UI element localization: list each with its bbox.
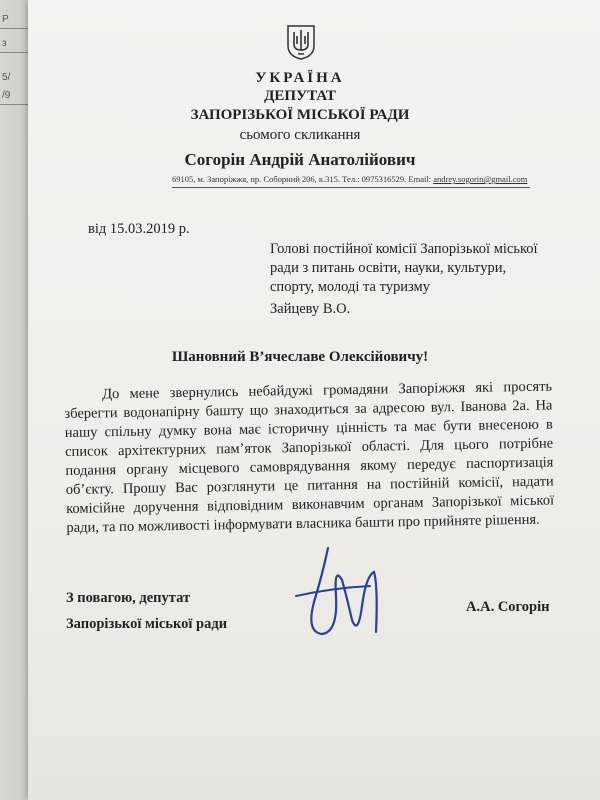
signer-name: А.А. Согорін [466, 599, 550, 615]
letter-date: від 15.03.2019 р. [88, 221, 190, 237]
closing-line-2: Запорізької міської ради [66, 616, 228, 632]
recipient-name: Зайцеву В.О. [270, 301, 351, 317]
closing-block [66, 585, 227, 637]
sheet-mark: Р [2, 14, 9, 25]
contact-line [172, 174, 530, 188]
sheet-mark: з [2, 38, 7, 49]
contact-details: 69105, м. Запоріжжя, пр. Соборний 206, к.315. Тел.: 0975316529. Email: [172, 174, 434, 184]
closing-line-1: З повагою, депутат [66, 590, 191, 606]
letter-body: До мене звернулись небайдужі громадяни Запоріжжя які просять зберегти водонапірну башту що знаходиться за адресою вул. Іванова 2а. На нашу спільну думку вона має історичну цінність та має бути внесеною в список архітектурних пам’яток Запорізької області. Для цього потрібне подання органу місцевого самоврядування якому передує паспортизація об’єкту. Прошу Вас розглянути це питання на постійній комісії, надати комісійне доручення відповідним виконавчим органам Запорізької міської ради, та по можливості інформувати власника башти про прийняте рішення. [64, 378, 555, 536]
header-role: ДЕПУТАТ [264, 88, 336, 104]
deputy-name: Согорін Андрій Анатолійович [184, 150, 416, 169]
sheet-mark: 5/ [2, 72, 11, 83]
sheet-mark: /9 [2, 90, 11, 101]
salutation: Шановний В’ячеславе Олексійовичу! [171, 349, 429, 365]
addressee-block: Голові постійної комісії Запорізької міської ради з питань освіти, науки, культури, спорту, молоді та туризму [270, 241, 538, 295]
trident-coat-of-arms-icon [286, 24, 316, 60]
header-country: УКРАЇНА [255, 70, 345, 86]
header-council: ЗАПОРІЗЬКОЇ МІСЬКОЇ РАДИ [190, 107, 410, 123]
header-convocation: сьомого скликання [239, 127, 361, 143]
email-link[interactable]: andrey.sogorin@gmail.com [433, 174, 528, 184]
handwritten-signature [292, 536, 402, 646]
